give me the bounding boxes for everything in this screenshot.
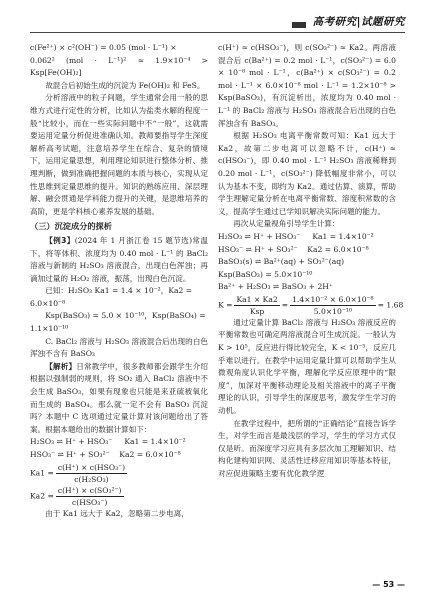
equation: H₂SO₃ ⇌ H⁺ + HSO₃⁻ Ka1 = 1.4×10⁻² (218, 231, 374, 241)
equation: Ba²⁺ + H₂SO₃ ⇌ BaSO₃ + 2H⁺ (218, 282, 333, 292)
given-line: Ksp(BaSO₃) = 5.0 × 10⁻¹⁰，Ksp(BaSO₄) = (45, 311, 206, 321)
formula-lhs: Ka2 = (30, 491, 54, 501)
analysis-block (30, 361, 208, 437)
header-title: 高考研究|试题研究 (312, 16, 405, 28)
example-label: 【例3】 (45, 235, 75, 245)
header-bar (292, 22, 306, 28)
denominator: Ksp (249, 306, 265, 316)
formula-ka1 (30, 462, 208, 485)
right-column (218, 42, 404, 481)
calc-line: 0.062² (mol · L⁻¹)² ≈ 1.9×10⁻⁴ > Ksp[Fe(OH)₂] (30, 55, 208, 78)
paragraph: 根据 H₂SO₃ 电离平衡常数可知：Ka1 远大于 Ka2，故第二步电离可以忽略不计，c(H⁺) ≈ c(HSO₃⁻)，即 0.40 mol · L⁻¹ H₂SO₃ 溶液稀释到 0.20 mol · L⁻¹，c(SO₃²⁻) 降低幅度非常小，可以认为基本不变，即约为 Ka2。通过估算、演算，帮助学生理解定量分析在电离平衡常数、溶度积常数的含义，提高学生通过已学知识解决实际问题的能力。 (218, 131, 396, 216)
formula-ka2 (30, 485, 208, 508)
paragraph: 在教学过程中，把所谓的“正确结论”直接告诉学生，对学生而言是最浅层的学习，学生的学习方式仅仅是听。而深度学习应具有多层次加工理解知识、结构化建构知识网、灵活性迁移应用知识等基本特征，对应促进策略主要有优化教学逻 (218, 418, 396, 478)
paragraph: 由于 Ka1 远大于 Ka2，忽略第二步电离， (45, 508, 189, 518)
section-heading: （三）沉淀成分的探析 (30, 221, 112, 232)
paragraph: 故混合后初始生成的沉淀为 Fe(OH)₂ 和 FeS。 (45, 80, 205, 90)
given-line: 1.1×10⁻¹⁰ (30, 324, 69, 334)
numerator: c(H⁺) × c(HSO₃⁻) (57, 462, 126, 472)
calc-line: c(Fe²⁺) × c²(OH⁻) = 0.05 (mol · L⁻¹) × (30, 43, 177, 52)
analysis-text: 日常教学中，很多教师都会跟学生介绍根据以强制弱的规则，将 SO₂ 通入 BaCl₂ 溶液中不会生成 BaSO₃，如果有现象也只能是来亚硫被氧化而生成的 BaSO₄。那么就一定不会有 BaSO₃ 沉淀吗？本题中 C 选项通过定量计算对该问题给出了答案。根据本题给出的数据计算如下： (30, 361, 209, 434)
left-column (30, 42, 208, 520)
formula-lhs: Ka1 = (30, 468, 54, 478)
example-text: (2024 年 1 月浙江卷 15 题节选)常温下，将等体积、浓度均为 0.40 mol · L⁻¹ 的 BaCl₂ 溶液与新制的 H₂SO₃ 溶液混合，出现白色浑浊；再滴加过量的 H₂O₂ 溶液，振荡，出现白色沉淀。 (30, 235, 208, 283)
equation: HSO₃⁻ ⇌ H⁺ + SO₃²⁻ Ka2 = 6.0×10⁻⁸ (218, 244, 369, 254)
formula-k: K = $\frac{Ka1 \times Ka2}{\text{Ksp}}$ = $\frac{\text{1.4×10⁻² × 6.0×10⁻⁸}}{\text{5.0×10⁻¹⁰}}$ = 1.68 (218, 294, 404, 316)
fraction (56, 485, 124, 508)
numerator: Ka1 × Ka2 (236, 294, 278, 304)
equation: Ksp(BaSO₃) = 5.0×10⁻¹⁰ (218, 269, 313, 279)
given-line: 6.0×10⁻⁸ (30, 298, 66, 308)
equation: HSO₃⁻ ⇌ H⁺ + SO₃²⁻ Ka2 = 6.0×10⁻⁸ (30, 450, 181, 459)
result: = 1.68 (377, 300, 404, 310)
fraction (234, 294, 279, 317)
formula-lhs: K = (218, 300, 233, 310)
paragraph: 通过定量计算 BaCl₂ 溶液与 H₂SO₃ 溶液反应的平衡常数也可确定两溶液混合可生成沉淀。一般认为 K > 10⁵，反应进行得比较完全，K < 10⁻⁵，反应几乎难以进行。在教学中运用定量计算可以帮助学生从微观角度认识化学平衡，理解化学反应原理中的“限度”，加深对平衡移动理论及相关溶液中的离子平衡理论的认识，引导学生的深度思考，激发学生学习的动机。 (218, 317, 396, 416)
equation: H₂SO₃ ⇌ H⁺ + HSO₃⁻ Ka1 = 1.4×10⁻² (30, 437, 186, 447)
analysis-label: 【解析】 (45, 361, 77, 371)
equation: BaSO₃(s) ⇌ Ba²⁺(aq) + SO₃²⁻(aq) (218, 257, 345, 267)
paragraph: 再次从定量视角引导学生计算： (233, 219, 340, 229)
denominator: c(H₂SO₃) (74, 474, 109, 484)
denominator: 5.0×10⁻¹⁰ (313, 306, 352, 316)
fraction (290, 294, 376, 317)
header-rule (30, 32, 405, 33)
numerator: 1.4×10⁻² × 6.0×10⁻⁸ (292, 294, 374, 304)
numerator: c(H⁺) × c(SO₃²⁻) (57, 485, 122, 495)
page-header (0, 0, 427, 40)
paragraph: 分析溶液中的粒子间题，学生通常会用一般的思维方式进行定性的分析，比如认为盐类水解的程度一般“比较小，而在一些实际问题中不“一般”，这就需要运用定量分析促进准确认知。教师要指导学生深度解析高考试题，注意培养学生在综合、复杂的情境下，运用定量思想，利用理论知识进行整体分析、推理判断，做到准确把握问题的本质与核心，实现从定性思维到定量思维的提升。知识的熟练应用、深层理解、融会贯通是学科能力提升的关键，是思维培养的高阶，更是学科核心素养发展的基础。 (30, 93, 208, 216)
denominator: c(HSO₃⁻) (72, 497, 108, 507)
paragraph: c(H⁺) ≈ c(HSO₃⁻)，则 c(SO₃²⁻) ≈ Ka2。两溶液混合后 c(Ba²⁺) = 0.2 mol · L⁻¹，c(SO₃²⁻) = 6.0 × 10⁻⁸ mol · L⁻¹，c(Ba²⁺) × c(SO₃²⁻) = 0.2 mol · L⁻¹ × 6.0×10⁻⁸ mol · L⁻¹ = 1.2×10⁻⁸ > Ksp(BaSO₃)，有沉淀析出，浓度均为 0.40 mol · L⁻¹ 的 BaCl₂ 溶液与 H₂SO₃ 溶液混合后出现的白色浑浊含有 BaSO₃。 (218, 43, 396, 128)
option-c: C. BaCl₂ 溶液与 H₂SO₃ 溶液混合后出现的白色浑浊不含有 BaSO₃ (30, 336, 208, 359)
example-block (30, 235, 208, 285)
fraction (56, 462, 127, 485)
page-number: — 53 — (372, 580, 405, 589)
given-line: 已知：H₂SO₃ Ka1 = 1.4 × 10⁻²，Ka2 = (45, 286, 193, 296)
